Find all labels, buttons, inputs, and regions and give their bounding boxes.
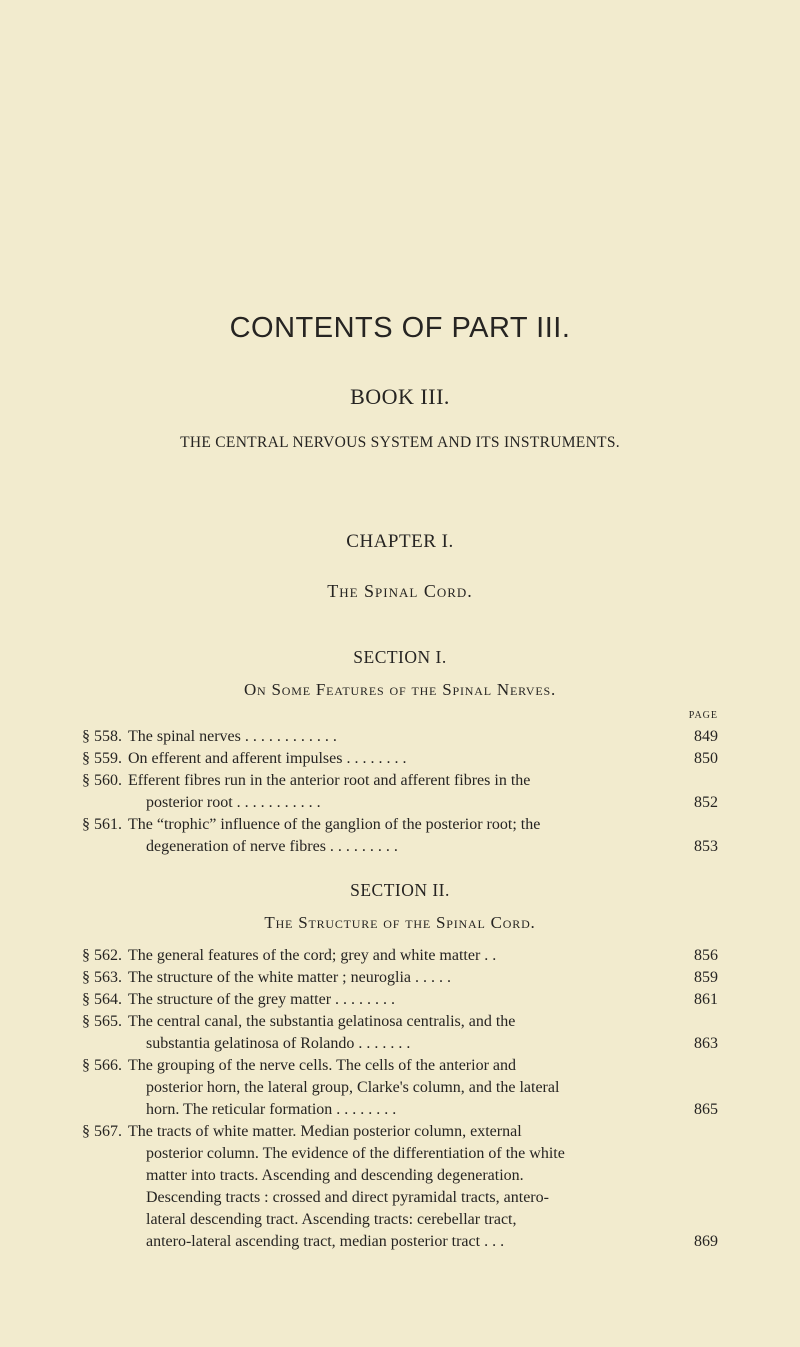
entry-number: § 566. [82,1057,122,1074]
chapter-heading: CHAPTER I. [346,531,454,552]
entry-number: § 565. [82,1013,122,1030]
entry-text [128,1055,693,1121]
entry-page: 853 [694,838,718,855]
entry-text [128,748,693,770]
entry-line: horn. The reticular formation . . . . . . . . [146,1101,397,1118]
entry-page: 859 [694,969,718,986]
entry-page: 869 [694,1233,718,1250]
entry-line: The tracts of white matter. Median posterior column, external [128,1123,522,1140]
entry-line: On efferent and afferent impulses . . . . . . . . [128,750,407,767]
entry-line: posterior horn, the lateral group, Clarke's column, and the lateral [146,1079,560,1096]
entry-number: § 564. [82,991,122,1008]
page-column-header: PAGE [688,710,718,721]
entry-page: 865 [694,1101,718,1118]
entry-line: The general features of the cord; grey and white matter . . [128,947,497,964]
entry-page: 852 [694,794,718,811]
entry-line: substantia gelatinosa of Rolando . . . . . . . [146,1035,411,1052]
entry-line: The structure of the grey matter . . . . . . . . [128,991,396,1008]
chapter-title: The Spinal Cord. [327,581,473,601]
entry-line: The structure of the white matter ; neuroglia . . . . . [128,969,452,986]
book-subject: THE CENTRAL NERVOUS SYSTEM AND ITS INSTRUMENTS. [180,434,620,451]
entry-line: posterior column. The evidence of the differentiation of the white [146,1145,565,1162]
book-heading: BOOK III. [350,384,450,409]
entry-line: The “trophic” influence of the ganglion of the posterior root; the [128,816,541,833]
entry-line: The spinal nerves . . . . . . . . . . . . [128,728,337,745]
entry-number: § 560. [82,772,122,789]
entry-number: § 563. [82,969,122,986]
entry-text [128,989,693,1011]
entry-number: § 567. [82,1123,122,1140]
entry-number: § 558. [82,728,122,745]
entry-line: matter into tracts. Ascending and descending degeneration. [146,1167,524,1184]
entry-number: § 562. [82,947,122,964]
entry-page: 850 [694,750,718,767]
entry-text [128,814,693,858]
entry-line: antero-lateral ascending tract, median posterior tract . . . [146,1233,505,1250]
entry-text [128,967,693,989]
entry-number: § 559. [82,750,122,767]
entry-line: The central canal, the substantia gelatinosa centralis, and the [128,1013,516,1030]
entry-page: 856 [694,947,718,964]
main-title: CONTENTS OF PART III. [229,312,571,344]
entry-text [128,1011,693,1055]
entry-line: posterior root . . . . . . . . . . . [146,794,321,811]
entry-line: Efferent fibres run in the anterior root and afferent fibres in the [128,772,531,789]
entry-text [128,945,693,967]
entry-text [128,770,693,814]
entry-line: The grouping of the nerve cells. The cells of the anterior and [128,1057,517,1074]
entry-line: Descending tracts : crossed and direct pyramidal tracts, antero- [146,1189,549,1206]
entry-page: 861 [694,991,718,1008]
entry-page: 863 [694,1035,718,1052]
section-heading: SECTION II. [350,880,450,900]
section-title: The Structure of the Spinal Cord. [264,913,536,932]
entry-number: § 561. [82,816,122,833]
entry-line: degeneration of nerve fibres . . . . . . . . . [146,838,398,855]
section-heading: SECTION I. [353,647,447,667]
entry-line: lateral descending tract. Ascending tracts: cerebellar tract, [146,1211,517,1228]
entry-text [128,1121,693,1253]
entry-text [128,726,693,748]
section-title: On Some Features of the Spinal Nerves. [243,680,557,699]
entry-page: 849 [694,728,718,745]
